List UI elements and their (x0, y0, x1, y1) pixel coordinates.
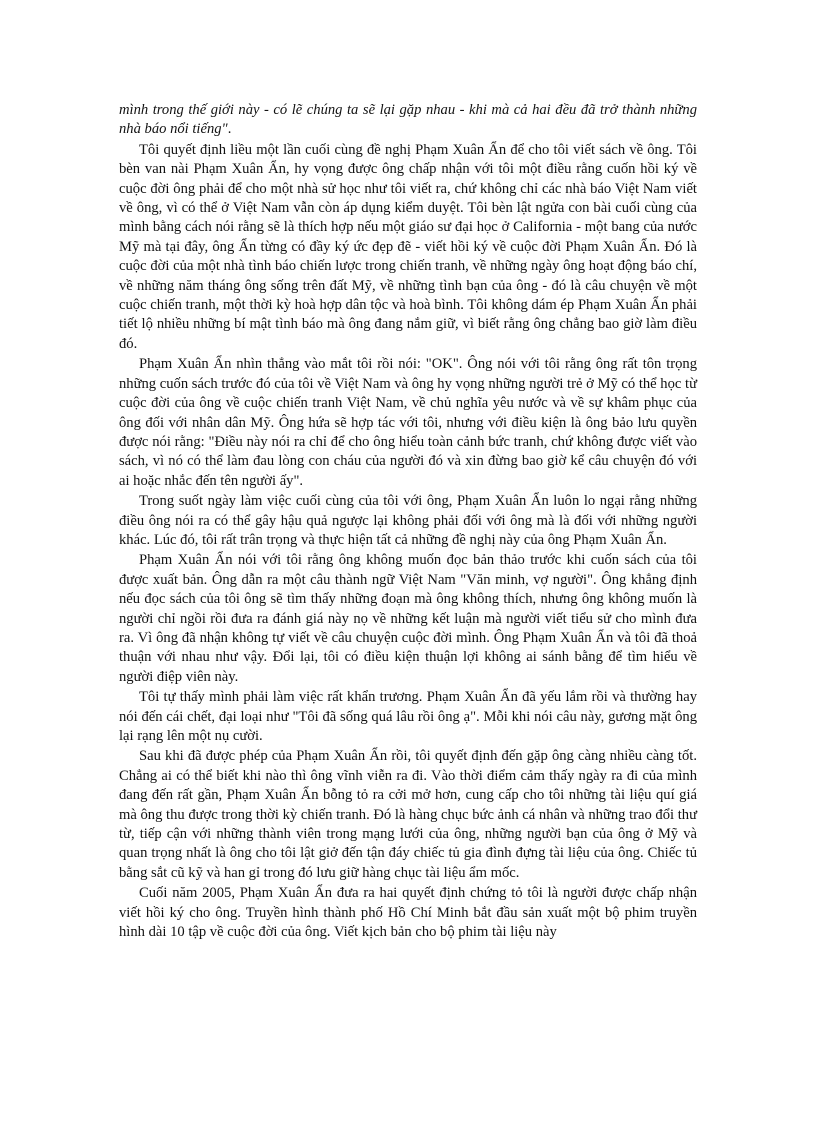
paragraph-4: Phạm Xuân Ẩn nói với tôi rằng ông không muốn đọc bản thảo trước khi cuốn sách của tôi được xuất bản. Ông dẫn ra một câu thành ngữ Việt Nam "Văn minh, vợ người". Ông khẳng định nếu đọc sách của tôi ông sẽ tìm thấy những đoạn mà ông không thích, nhưng ông không muốn là người chỉ ngồi rồi đưa ra đánh giá này nọ về những kết luận mà người viết tiểu sử cho mình đưa ra. Vì ông đã nhận không tự viết về câu chuyện cuộc đời mình. Ông Phạm Xuân Ẩn và tôi đã thoả thuận với nhau như vậy. Đổi lại, tôi có điều kiện thuận lợi không ai sánh bằng để tìm hiểu về người điệp viên này. (119, 552, 697, 685)
paragraph-6: Sau khi đã được phép của Phạm Xuân Ẩn rồi, tôi quyết định đến gặp ông càng nhiều càng tốt. Chẳng ai có thể biết khi nào thì ông vĩnh viễn ra đi. Vào thời điểm cảm thấy ngày ra đi của mình đang đến rất gần, Phạm Xuân Ẩn bỗng tỏ ra cởi mở hơn, cung cấp cho tôi những tài liệu quí giá mà ông thu được trong thời kỳ chiến tranh. Đó là hàng chục bức ảnh cá nhân và những trao đổi thư từ, tiếp cận với những thành viên trong mạng lưới của ông, những người bạn của ông ở Mỹ và quan trọng nhất là ông cho tôi lật giở đến tận đáy chiếc tủ gia đình đựng tài liệu của ông. Chiếc tủ bằng sắt cũ kỹ và han gỉ trong đó lưu giữ hàng chục tài liệu ẩm mốc. (119, 748, 697, 881)
intro-tail: . (227, 121, 232, 138)
body-text (119, 101, 697, 943)
paragraph-7: Cuối năm 2005, Phạm Xuân Ẩn đưa ra hai quyết định chứng tỏ tôi là người được chấp nhận viết hồi ký cho ông. Truyền hình thành phố Hồ Chí Minh bắt đầu sản xuất một bộ phim truyền hình dài 10 tập về cuộc đời của ông. Viết kịch bản cho bộ phim tài liệu này (119, 885, 697, 941)
paragraph-5: Tôi tự thấy mình phải làm việc rất khẩn trương. Phạm Xuân Ẩn đã yếu lắm rồi và thường hay nói đến cái chết, đại loại như "Tôi đã sống quá lâu rồi ông ạ". Mỗi khi nói câu này, gương mặt ông lại rạng lên một nụ cười. (119, 689, 697, 744)
intro-quote (119, 101, 697, 140)
paragraph-1: Tôi quyết định liều một lần cuối cùng đề nghị Phạm Xuân Ẩn để cho tôi viết sách về ông. Tôi bèn van nài Phạm Xuân Ẩn, hy vọng được ông chấp nhận với tôi một điều rằng cuốn hồi ký về cuộc đời ông phải để cho một nhà sử học như tôi viết ra, chứ không chỉ các nhà báo Việt Nam viết về ông, vì có thể ở Việt Nam vẫn còn áp dụng kiểm duyệt. Tôi bèn lật ngửa con bài cuối cùng của mình bằng cách nói rằng sẽ là thích hợp nếu một giáo sư đại học ở California - một bang của nước Mỹ mà tại đây, ông Ẩn từng có đầy ký ức đẹp đẽ - viết hồi ký về cuộc đời Phạm Xuân Ẩn. Đó là cuộc đời của một nhà tình báo chiến lược trong chiến tranh, về những ngày ông hoạt động báo chí, về những năm tháng ông sống trên đất Mỹ, về những tình bạn của ông - đó là câu chuyện về một cuộc chiến tranh, một thời kỳ hoà hợp dân tộc và hoà bình. Tôi không dám ép Phạm Xuân Ẩn phải tiết lộ nhiều những bí mật tình báo mà ông đang nắm giữ, vì biết rằng ông chẳng bao giờ làm điều đó. (119, 141, 697, 352)
paragraph-2: Phạm Xuân Ẩn nhìn thẳng vào mắt tôi rồi nói: "OK". Ông nói với tôi rằng ông rất tôn trọng những cuốn sách trước đó của tôi về Việt Nam và ông hy vọng những người trẻ ở Mỹ có thể học từ cuộc đời của ông về cuộc chiến tranh Việt Nam, về chủ nghĩa yêu nước và về sự khâm phục của ông đối với nhân dân Mỹ. Ông hứa sẽ hợp tác với tôi, nhưng với điều kiện là ông bảo lưu quyền được nói rằng: "Điều này nói ra chỉ để cho ông hiểu toàn cảnh bức tranh, chứ không được viết vào sách, vì nó có thể làm đau lòng con cháu của người đó và xin đừng bao giờ kể câu chuyện đó với ai hoặc nhắc đến tên người ấy". (119, 356, 697, 489)
intro-italic-text: mình trong thế giới này - có lẽ chúng ta sẽ lại gặp nhau - khi mà cả hai đều đã trở thành những nhà báo nổi tiếng" (119, 102, 697, 138)
paragraph-3: Trong suốt ngày làm việc cuối cùng của tôi với ông, Phạm Xuân Ẩn luôn lo ngại rằng những điều ông nói ra có thể gây hậu quả ngược lại không phải đối với ông mà là đối với những người khác. Lúc đó, tôi rất trân trọng và thực hiện tất cả những đề nghị này của ông Phạm Xuân Ẩn. (119, 493, 697, 548)
